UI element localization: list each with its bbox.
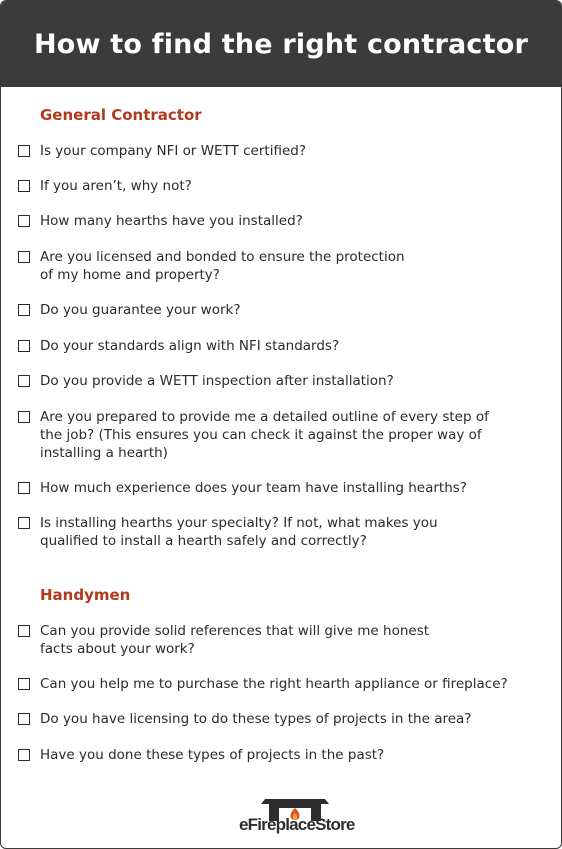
section-title-general-contractor: General Contractor: [40, 106, 202, 124]
checkbox[interactable]: [18, 215, 30, 227]
checklist-item[interactable]: [18, 372, 558, 390]
checklist-item-text: Is your company NFI or WETT certified?: [40, 143, 306, 159]
checklist-item-text: Do your standards align with NFI standards?: [40, 338, 340, 354]
checkbox[interactable]: [18, 625, 30, 637]
checkbox[interactable]: [18, 180, 30, 192]
checkbox[interactable]: [18, 713, 30, 725]
checklist-item-text: Do you have licensing to do these types of projects in the area?: [40, 711, 472, 727]
checklist-item-text: If you aren’t, why not?: [40, 178, 192, 194]
checklist-item[interactable]: [18, 337, 558, 355]
checklist-item[interactable]: [18, 675, 558, 693]
checklist-item[interactable]: [18, 710, 558, 728]
checklist-item-text: Can you provide solid references that will give me honest facts about your work?: [40, 623, 430, 657]
section-title-handymen: Handymen: [40, 586, 131, 604]
logo-text: eFireplaceStore: [239, 815, 355, 834]
checklist-item-text: Are you licensed and bonded to ensure the protection of my home and property?: [40, 249, 405, 283]
checklist-item[interactable]: [18, 301, 558, 319]
checkbox[interactable]: [18, 251, 30, 263]
checkbox[interactable]: [18, 749, 30, 761]
checkbox[interactable]: [18, 145, 30, 157]
checklist-item[interactable]: [18, 408, 558, 462]
checklist-item[interactable]: [18, 142, 558, 160]
brand-logo[interactable]: [239, 795, 355, 839]
checkbox[interactable]: [18, 517, 30, 529]
checklist-item-text: How much experience does your team have installing hearths?: [40, 480, 467, 496]
checkbox[interactable]: [18, 375, 30, 387]
checkbox[interactable]: [18, 482, 30, 494]
checklist-item[interactable]: [18, 177, 558, 195]
page-title: How to find the right contractor: [34, 28, 528, 60]
checklist-item[interactable]: [18, 514, 558, 550]
checklist-item[interactable]: [18, 248, 558, 284]
checklist-item-text: Do you guarantee your work?: [40, 302, 241, 318]
checkbox[interactable]: [18, 411, 30, 423]
checklist-item-text: Can you help me to purchase the right hearth appliance or fireplace?: [40, 676, 508, 692]
checklist-item[interactable]: [18, 479, 558, 497]
checklist-item[interactable]: [18, 622, 558, 658]
checklist-item-text: How many hearths have you installed?: [40, 213, 303, 229]
checklist-item-text: Are you prepared to provide me a detailed outline of every step of the job? (This ensures you can check it against the proper way of installing a hearth): [40, 409, 489, 461]
checklist-item[interactable]: [18, 212, 558, 230]
checklist-item[interactable]: [18, 746, 558, 764]
checkbox[interactable]: [18, 340, 30, 352]
header-banner: [1, 1, 561, 87]
checklist-item-text: Have you done these types of projects in the past?: [40, 747, 385, 763]
checkbox[interactable]: [18, 678, 30, 690]
checklist-item-text: Do you provide a WETT inspection after installation?: [40, 373, 394, 389]
checkbox[interactable]: [18, 304, 30, 316]
checklist-item-text: Is installing hearths your specialty? If not, what makes you qualified to install a hearth safely and correctly?: [40, 515, 438, 549]
